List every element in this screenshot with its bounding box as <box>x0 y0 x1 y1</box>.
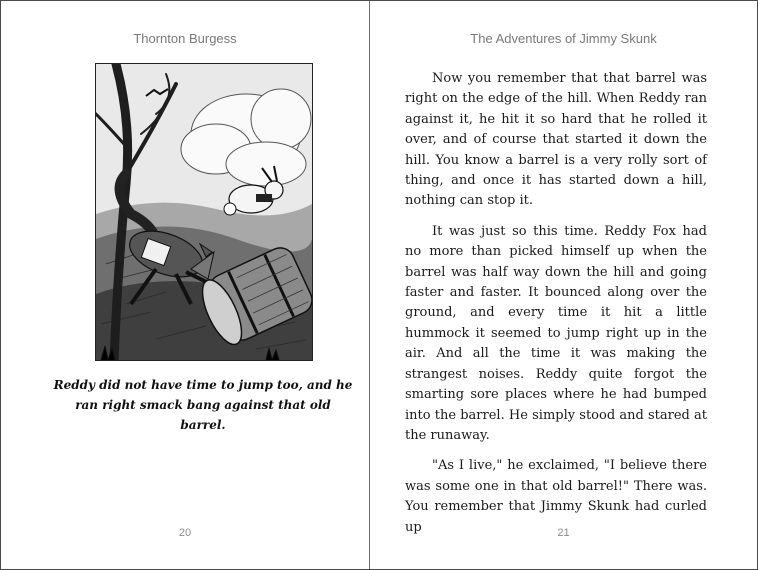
page-number-right: 21 <box>557 527 570 539</box>
left-page[interactable] <box>1 1 369 569</box>
right-page[interactable] <box>370 1 757 569</box>
running-head-title: The Adventures of Jimmy Skunk <box>470 31 657 46</box>
illustration <box>95 63 313 361</box>
paragraph: It was just so this time. Reddy Fox had no more than picked himself up when the barrel was half way down the hill and going faster and faster. It bounced along over the ground, and every time it hit a little hummock it seemed to jump right up in the air. And all the time it was making the strangest noises. Reddy quite forgot the smarting sore places where he had bumped into the barrel. He simply stood and stared at the runaway. <box>405 223 707 443</box>
body-text <box>405 69 707 548</box>
running-head-author: Thornton Burgess <box>133 31 237 46</box>
paragraph: "As I live," he exclaimed, "I believe there was some one in that old barrel!" There was. You remember that Jimmy Skunk had curled up <box>405 458 707 535</box>
illustration-drawing <box>96 64 312 360</box>
paragraph: Now you remember that that barrel was right on the edge of the hill. When Reddy ran against it, he hit it so hard that he rolled it over, and of course that started it down the hill. You know a barrel is a very rolly sort of thing, and once it has started down a hill, nothing can stop it. <box>405 71 707 209</box>
page-number-left: 20 <box>178 527 192 539</box>
illustration-caption: Reddy did not have time to jump too, and he ran right smack bang against that old barrel. <box>53 378 353 432</box>
